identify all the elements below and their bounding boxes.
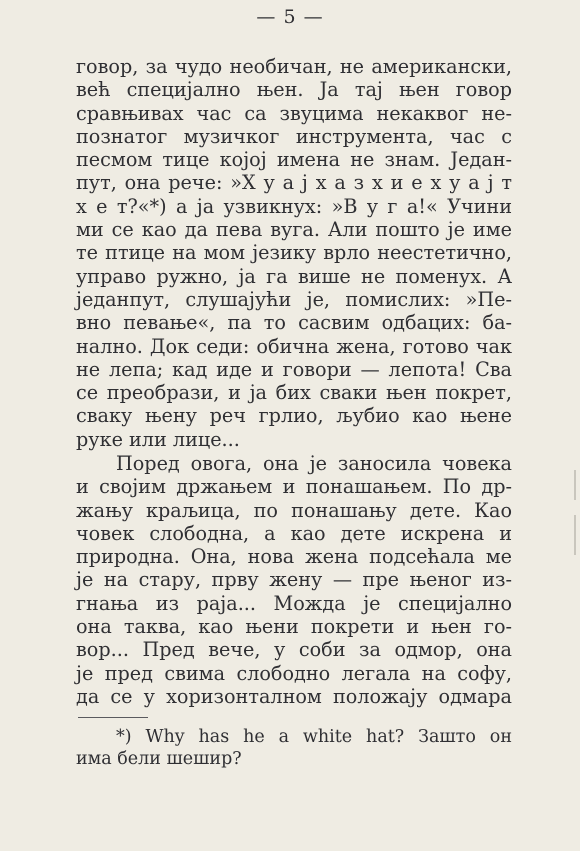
paragraph-1 (76, 55, 512, 451)
text-line: познатог музичког инструмента, час с (76, 124, 512, 148)
text-line: ми се као да пева вуга. Али пошто је име (76, 218, 512, 242)
text-line: руке или лице... (76, 427, 240, 451)
text-line: вор... Пред вече, у соби за одмор, она (76, 638, 512, 662)
text-line: песмом тице којој имена не знам. Један- (76, 148, 512, 172)
footnote-divider (78, 717, 148, 718)
footnote-line: има бели шешир? (76, 749, 242, 769)
page-number: — 5 — (256, 6, 324, 28)
text-line: гнања из раја... Можда је специјално (76, 591, 512, 615)
text-line: једанпут, слушајући је, помислих: »Пе- (76, 287, 512, 311)
text-line: је пред свима слободно легала на софу, (76, 661, 512, 685)
text-line: природна. Она, нова жена подсећала ме (76, 545, 512, 569)
text-line: сравњивах час са звуцима некаквог не- (76, 101, 512, 125)
text-line: х е т?«*) а ја узвикнух: »В у г а!« Учини (76, 194, 512, 218)
text-line: човек слободна, а као дете искрена и (76, 521, 512, 545)
text-line: да се у хоризонталном положају одмара (76, 684, 512, 708)
page-edge-mark (574, 515, 576, 555)
text-line: већ специјално њен. Ја тај њен говор (76, 78, 512, 102)
text-line: вно певање«, па то сасвим одбацих: ба- (76, 311, 512, 335)
footnote (76, 726, 512, 770)
text-line: Поред овога, она је заносила човека (116, 452, 512, 475)
text-line: она таква, као њени покрети и њен го- (76, 615, 512, 639)
text-line: пут, она рече: »Х у а ј х а з х и е х у а ј т (76, 171, 512, 195)
text-line: је на стару, прву жену — пре њеног из- (76, 568, 512, 592)
text-line: говор, за чудо необичан, не американски, (76, 55, 512, 78)
text-line: сваку њену реч грлио, љубио као њене (76, 404, 512, 428)
text-line: нално. Док седи: обична жена, готово чак (76, 334, 512, 358)
text-line: не лепа; кад иде и говори — лепота! Сва (76, 357, 512, 381)
text-line: управо ружно, ја га више не поменух. А (76, 264, 512, 288)
paragraph-2 (76, 452, 512, 708)
page-edge-mark (574, 470, 576, 500)
text-line: те птице на мом језику врло неестетично, (76, 241, 512, 265)
text-line: се преобрази, и ја бих сваки њен покрет, (76, 381, 512, 405)
text-line: жању краљица, по понашању дете. Као (76, 498, 512, 522)
text-line: и својим држањем и понашањем. По др- (76, 475, 512, 499)
footnote-line: *) Why has he a white hat? Зашто он (116, 727, 512, 747)
